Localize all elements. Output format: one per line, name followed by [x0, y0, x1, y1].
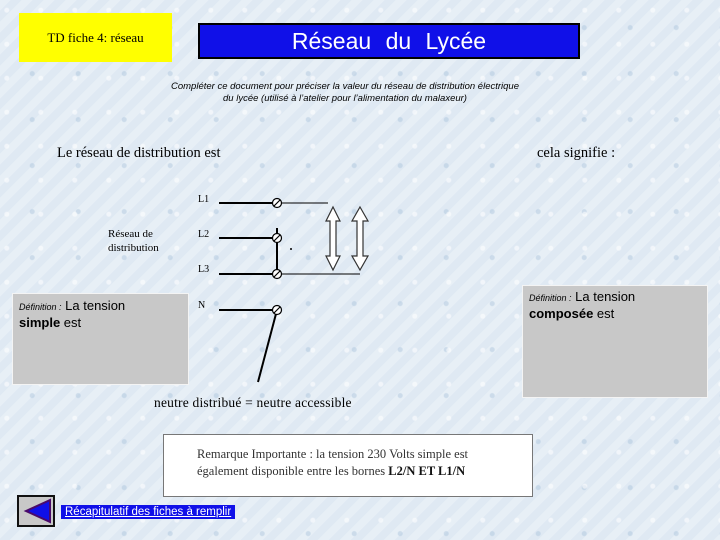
back-button[interactable] [17, 495, 55, 527]
definition-simple-prefix: Définition : [19, 302, 62, 312]
definition-composed-voltage [522, 285, 708, 398]
definition-simple-voltage [12, 293, 189, 385]
important-remark [163, 434, 533, 497]
remark-line-2 [197, 463, 532, 480]
network-label-line-2: distribution [108, 242, 159, 254]
remark-line-2-text: également disponible entre les bornes [197, 464, 386, 478]
line-label-l1: L1 [198, 194, 210, 205]
neutral-note: neutre distribué = neutre accessible [154, 395, 352, 410]
instructions-line-1: Compléter ce document pour préciser la valeur du réseau de distribution électrique [171, 81, 519, 92]
line-label-l3: L3 [198, 264, 210, 275]
lead-text-right: cela signifie : [537, 145, 616, 161]
neutral-ground-lead [258, 310, 277, 382]
remark-terminals: L2/N ET L1/N [388, 464, 466, 478]
triangle-left-icon [20, 498, 52, 524]
voltage-arrow-composed [352, 207, 368, 270]
lead-text-left: Le réseau de distribution est [57, 145, 221, 161]
definition-composed-term: La tension [575, 289, 636, 304]
page-title-text: Réseau du Lycée [291, 27, 487, 54]
definition-simple-kind: simple [19, 315, 61, 330]
line-label-l2: L2 [198, 229, 210, 240]
remark-line-1: Remarque Importante : la tension 230 Volts simple est [197, 447, 469, 461]
network-label-line-1: Réseau de [108, 228, 153, 240]
definition-composed-prefix: Définition : [529, 293, 572, 303]
worksheet-tag-label: TD fiche 4: réseau [47, 29, 144, 45]
definition-composed-rest: est [593, 306, 615, 321]
line-label-n: N [198, 300, 206, 311]
voltage-arrow-simple [326, 207, 340, 270]
definition-composed-kind: composée [529, 306, 594, 321]
summary-link[interactable]: Récapitulatif des fiches à remplir [61, 505, 235, 519]
instructions-line-2: du lycée (utilisé à l’atelier pour l’alimentation du malaxeur) [223, 93, 467, 104]
definition-simple-rest: est [60, 315, 82, 330]
definition-simple-term: La tension [65, 298, 126, 313]
